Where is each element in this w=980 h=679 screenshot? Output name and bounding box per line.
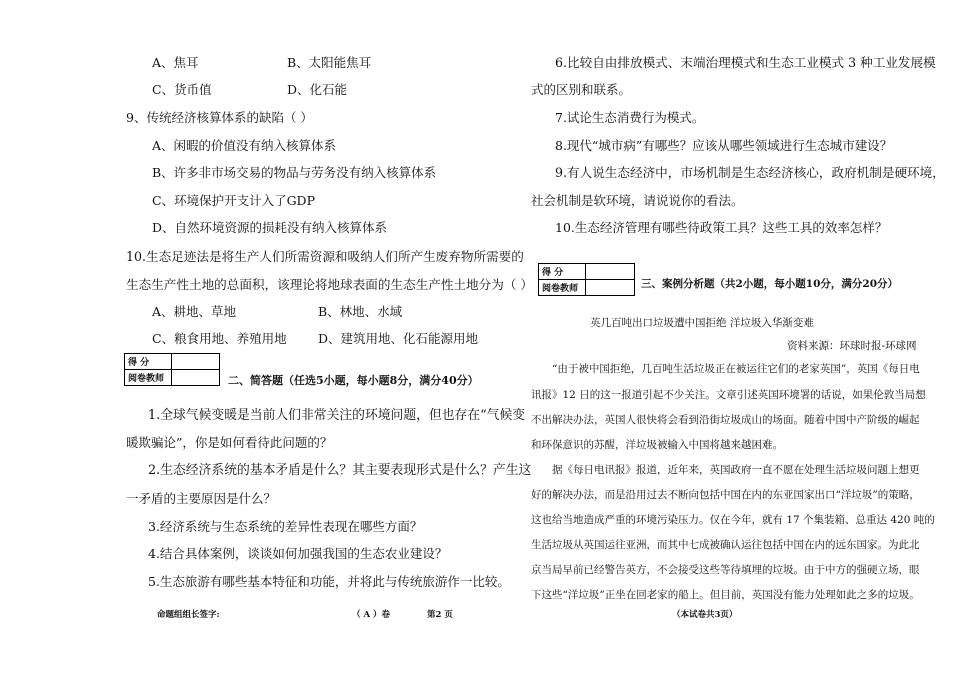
q8-option-b: B、太阳能焦耳 — [287, 55, 372, 70]
p2-line3: 这也给当地造成严重的环境污染压力。仅在今年，就有 17 个集装箱、总重达 420 吨的 — [531, 514, 935, 526]
s3: 3.经济系统与生态系统的差异性表现在哪些方面？ — [148, 519, 423, 534]
article-title: 英几百吨出口垃圾遭中国拒绝 洋垃圾入华渐变难 — [590, 317, 814, 329]
q9-stem: 9、传统经济核算体系的缺陷（ ） — [126, 110, 313, 125]
s2-line1: 2.生态经济系统的基本矛盾是什么？其主要表现形式是什么？产生这 — [148, 463, 532, 478]
q9-option-a: A、闲暇的价值没有纳入核算体系 — [152, 138, 337, 153]
q9-option-d: D、自然环境资源的损耗没有纳入核算体系 — [152, 220, 388, 235]
article-source: 资料来源：环球时报-环球网 — [787, 340, 917, 352]
p2-line6: 下这些“洋垃圾”正坐在回老家的船上。但目前，英国没有能力处理如此之多的垃圾。 — [531, 589, 920, 601]
grader-label: 阅卷教师 — [125, 370, 172, 386]
s9-line1: 9.有人说生态经济中，市场机制是生态经济核心，政府机制是硬环境， — [555, 165, 945, 180]
q9-option-c: C、环境保护开支计入了GDP — [152, 193, 315, 208]
s1-line1: 1.全球气候变暖是当前人们非常关注的环境问题，但也存在“气候变 — [148, 408, 526, 423]
p2-line5: 京当局早前已经警告英方，不会接受这些等待填埋的垃圾。由于中方的强硬立场，眼 — [531, 564, 920, 576]
q10-stem-line1: 10.生态足迹法是将生产人们所需资源和吸纳人们所产生废弃物所需要的 — [126, 249, 524, 264]
s6-line2: 式的区别和联系。 — [531, 82, 632, 97]
s9-line2: 社会机制是软环境，请说说你的看法。 — [531, 193, 744, 208]
footer-total: （本试卷共3页） — [672, 610, 738, 620]
s1-line2: 暖欺骗论”，你是如何看待此问题的？ — [126, 435, 333, 450]
footer-page: 第2 页 — [427, 610, 453, 620]
s5: 5.生态旅游有哪些基本特征和功能，并将此与传统旅游作一比较。 — [148, 574, 510, 589]
footer-signer: 命题组组长签字: — [157, 610, 220, 620]
score-label: 得 分 — [539, 264, 586, 280]
s10: 10.生态经济管理有哪些待政策工具？这些工具的效率怎样？ — [555, 220, 888, 235]
score-label: 得 分 — [125, 354, 172, 370]
grader-cell[interactable] — [586, 280, 635, 296]
p2-line1: 据《每日电讯报》报道，近年来，英国政府一直不愿在处理生活垃圾问题上想更 — [552, 464, 920, 476]
q10-stem-line2: 生态生产性土地的总面积，该理论将地球表面的生态生产性土地分为（ ） — [126, 277, 534, 292]
section3-title: 三、案例分析题（共2小题，每小题10分，满分20分） — [641, 278, 899, 290]
p1-line3: 不出解决办法，英国人很快将会看到沿街垃圾成山的场面。随着中国中产阶级的崛起 — [531, 414, 920, 426]
s7: 7.试论生态消费行为模式。 — [555, 110, 705, 125]
s8: 8.现代“城市病”有哪些？应该从哪些领域进行生态城市建设？ — [555, 138, 893, 153]
q8-option-d: D、化石能 — [287, 82, 348, 97]
p1-line4: 和环保意识的苏醒，洋垃圾被输入中国将越来越困难。 — [531, 439, 783, 451]
score-box-section3 — [538, 263, 635, 296]
score-cell[interactable] — [172, 354, 220, 370]
footer-paper: （ A ）卷 — [352, 610, 391, 620]
section2-title: 二、简答题（任选5小题，每小题8分，满分40分） — [228, 374, 479, 387]
q10-option-c: C、粮食用地、养殖用地 — [152, 331, 287, 346]
s4: 4.结合具体案例，谈谈如何加强我国的生态农业建设？ — [148, 546, 448, 561]
grader-label: 阅卷教师 — [539, 280, 586, 296]
q8-option-c: C、货币值 — [152, 82, 212, 97]
s6-line1: 6.比较自由排放模式、末端治理模式和生态工业模式 3 种工业发展模 — [555, 55, 936, 70]
score-cell[interactable] — [586, 264, 635, 280]
score-box-section2 — [124, 353, 220, 386]
q10-option-d: D、建筑用地、化石能源用地 — [318, 331, 479, 346]
s2-line2: 一矛盾的主要原因是什么？ — [126, 491, 277, 506]
p2-line2: 好的解决办法，而是沿用过去不断向包括中国在内的东亚国家出口“洋垃圾”的策略， — [531, 489, 920, 501]
q10-option-b: B、林地、水域 — [318, 304, 403, 319]
grader-cell[interactable] — [172, 370, 220, 386]
q8-option-a: A、焦耳 — [152, 55, 199, 70]
p2-line4: 生活垃圾从英国运往亚洲，而其中七成被确认运往包括中国在内的远东国家。为此北 — [531, 539, 920, 551]
p1-line2: 讯报》12 日的这一报道引起不少关注。文章引述英国环境署的话说，如果伦敦当局想 — [531, 389, 926, 401]
q9-option-b: B、许多非市场交易的物品与劳务没有纳入核算体系 — [152, 165, 437, 180]
q10-option-a: A、耕地、草地 — [152, 304, 237, 319]
p1-line1: “由于被中国拒绝，几百吨生活垃圾正在被运往它们的老家英国”，英国《每日电 — [552, 363, 920, 375]
